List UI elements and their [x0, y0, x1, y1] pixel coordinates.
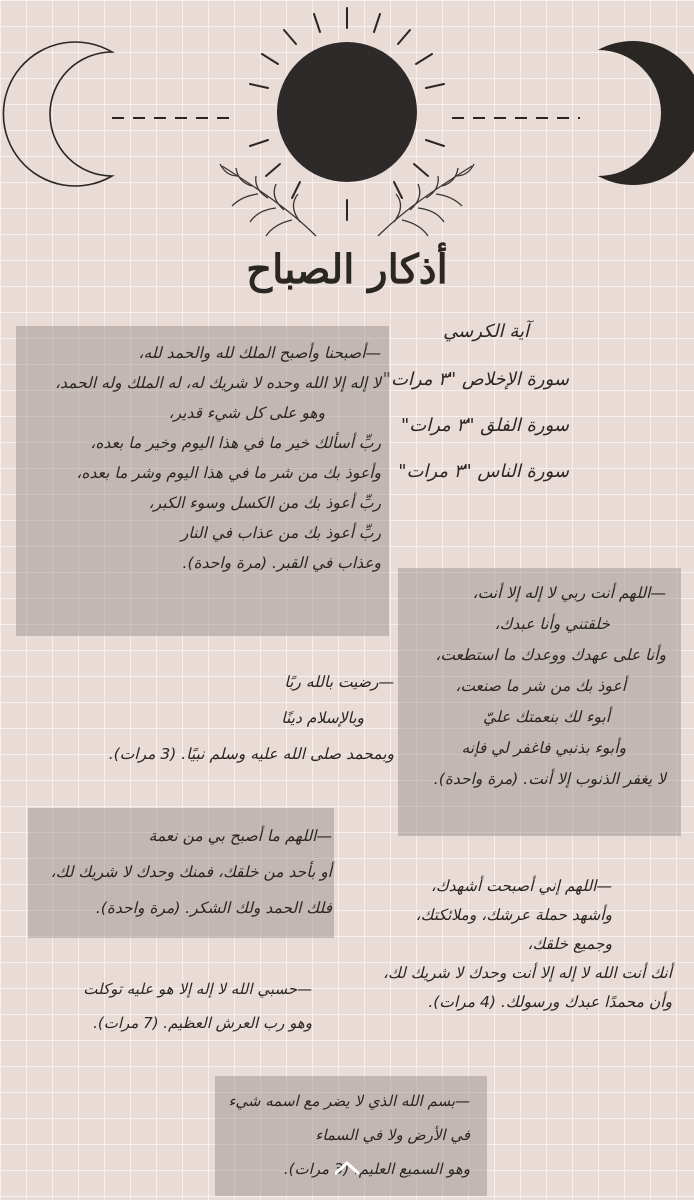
- dua-line: أعوذ بك من شر ما صنعت،: [455, 677, 626, 695]
- dua-line: وأبوء بذنبي فاغفر لي فإنه: [461, 739, 626, 757]
- surah-item-ayat-kursi: آية الكرسي: [443, 321, 529, 342]
- dua-ushhiduk: [383, 872, 672, 1017]
- dua-line: وأشهد حملة عرشك، وملائكتك،: [415, 906, 612, 924]
- dua-line: وبالإسلام دينًا: [281, 709, 364, 727]
- dua-line: وأن محمدًا عبدك ورسولك. (4 مرات).: [428, 993, 672, 1011]
- dua-line: لا يغفر الذنوب إلا أنت. (مرة واحدة).: [433, 770, 666, 788]
- dua-ma-asbaha: [51, 818, 332, 926]
- dua-line: — اللهم أنت ربي لا إله إلا أنت،: [434, 578, 666, 609]
- crescent-moon-right-icon: [598, 41, 694, 185]
- dua-hasbiya: [83, 972, 312, 1040]
- dua-line: — بسم الله الذي لا يضر مع اسمه شيء: [228, 1084, 470, 1118]
- dua-sayyid-istighfar: [434, 578, 666, 795]
- surah-item-ikhlas: سورة الإخلاص "٣ مرات": [382, 369, 569, 390]
- chevron-up-icon[interactable]: [333, 1158, 361, 1176]
- dua-line: وجميع خلقك،: [527, 935, 612, 953]
- dua-line: خلقتني وأنا عبدك،: [494, 615, 610, 633]
- dua-line: أبوء لك بنعمتك عليّ: [483, 708, 610, 726]
- dua-line: — اللهم إني أصبحت أشهدك،: [383, 872, 612, 901]
- dua-line: وهو رب العرش العظيم. (7 مرات).: [93, 1014, 312, 1032]
- surah-list: [383, 318, 569, 486]
- dua-line: أو بأحد من خلقك، فمنك وحدك لا شريك لك،: [50, 863, 332, 881]
- dua-line: في الأرض ولا في السماء: [315, 1126, 470, 1144]
- dua-line: وبمحمد صلى الله عليه وسلم نبيًا. (3 مرات).: [108, 745, 394, 763]
- dua-line: لا إله إلا الله وحده لا شريك له، له الملك وله الحمد،: [55, 374, 381, 392]
- dua-line: وعذاب في القبر. (مرة واحدة).: [182, 554, 381, 572]
- surah-item-nas: سورة الناس "٣ مرات": [398, 461, 569, 482]
- surah-item-falaq: سورة الفلق "٣ مرات": [401, 415, 569, 436]
- page-title: أذكار الصباح: [246, 246, 448, 293]
- dua-line: أنك أنت الله لا إله إلا أنت وحدك لا شريك لك،: [383, 964, 672, 982]
- dua-line: ربِّ أسألك خير ما في هذا اليوم وخير ما بعده،: [90, 434, 381, 452]
- dua-line: — أصبحنا وأصبح الملك لله والحمد لله،: [55, 338, 381, 368]
- dua-asbahna: [55, 338, 381, 578]
- crescent-moon-left-icon: [3, 42, 112, 186]
- header-illustration: [0, 0, 694, 250]
- dua-line: وهو على كل شيء قدير،: [168, 404, 325, 422]
- dua-line: ربِّ أعوذ بك من عذاب في النار: [180, 524, 381, 542]
- dua-radeetu: [109, 664, 394, 772]
- dua-line: — رضيت بالله ربًا: [109, 664, 394, 700]
- dua-line: وهو السميع العليم. (3 مرات).: [283, 1160, 470, 1178]
- dua-line: وأنا على عهدك ووعدك ما استطعت،: [435, 646, 666, 664]
- dua-line: فلك الحمد ولك الشكر. (مرة واحدة).: [95, 899, 332, 917]
- dua-line: — اللهم ما أصبح بي من نعمة: [51, 818, 332, 854]
- dua-line: ربِّ أعوذ بك من الكسل وسوء الكبر،: [148, 494, 381, 512]
- dua-line: — حسبي الله لا إله إلا هو عليه توكلت: [83, 972, 312, 1006]
- dua-line: وأعوذ بك من شر ما في هذا اليوم وشر ما بعده،: [76, 464, 381, 482]
- sun-icon: [277, 42, 417, 182]
